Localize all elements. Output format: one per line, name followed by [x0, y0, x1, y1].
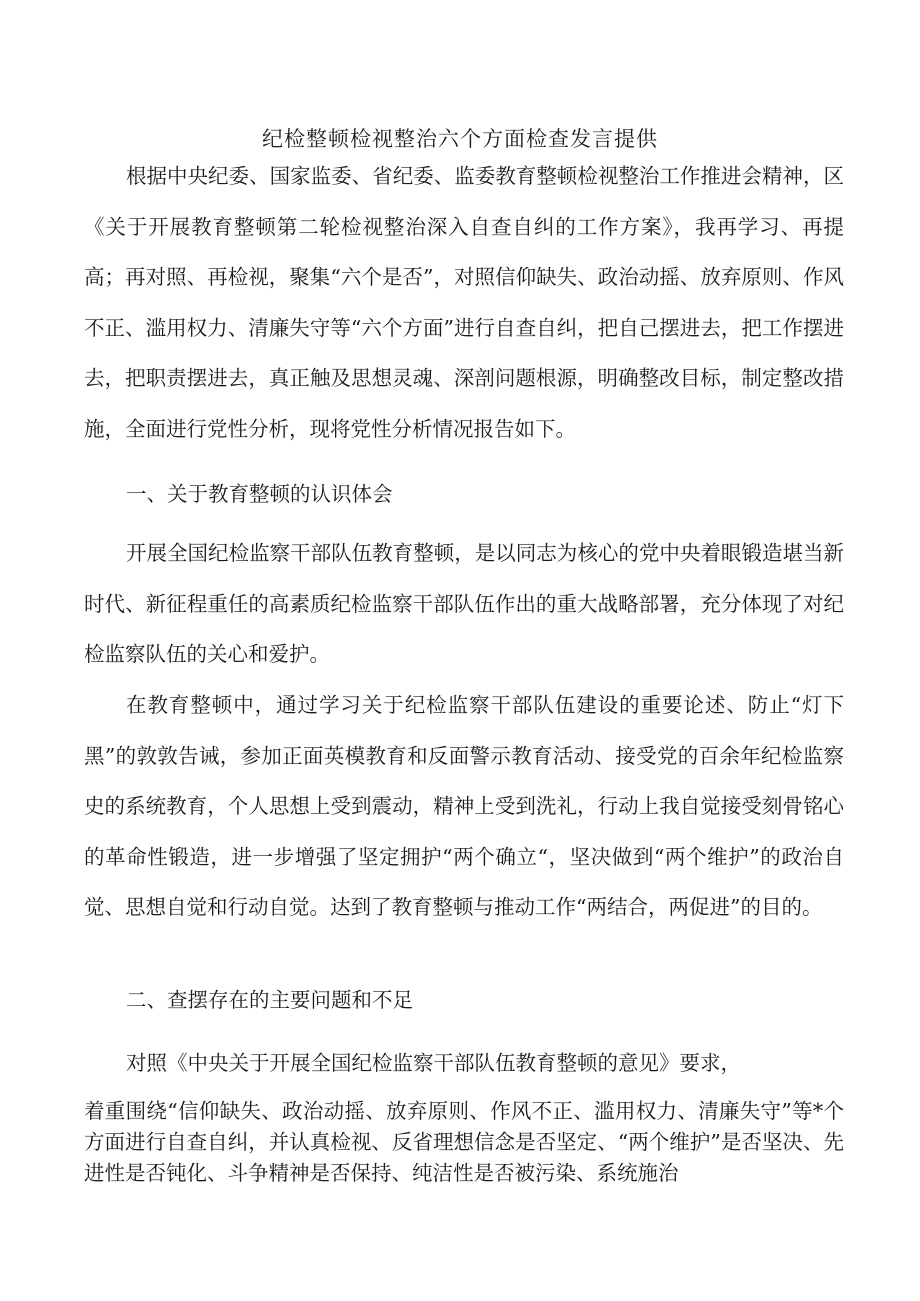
- section1-paragraph-1: 开展全国纪检监察干部队伍教育整顿，是以同志为核心的党中央着眼锻造堪当新时代、新征程重任的高素质纪检监察干部队伍作出的重大战略部署，充分体现了对纪检监察队伍的关心和爱护。: [84, 541, 844, 666]
- section2-heading: 二、查摆存在的主要问题和不足: [126, 988, 413, 1012]
- section2-paragraph-1: 对照《中央关于开展全国纪检监察干部队伍教育整顿的意见》要求，: [126, 1051, 741, 1075]
- intro-paragraph: 根据中央纪委、国家监委、省纪委、监委教育整顿检视整治工作推进会精神，区《关于开展教育整顿第二轮检视整治深入自查自纠的工作方案》，我再学习、再提高；再对照、再检视，聚集“六个是否”，对照信仰缺失、政治动摇、放弃原则、作风不正、滥用权力、清廉失守等“六个方面”进行自查自纠，把自己摆进去，把工作摆进去，把职责摆进去，真正触及思想灵魂、深剖问题根源，明确整改目标，制定整改措施，全面进行党性分析，现将党性分析情况报告如下。: [84, 164, 844, 441]
- section1-paragraph-2: 在教育整顿中，通过学习关于纪检监察干部队伍建设的重要论述、防止“灯下黑”的敦敦告诫，参加正面英模教育和反面警示教育活动、接受党的百余年纪检监察史的系统教育，个人思想上受到震动，精神上受到洗礼，行动上我自觉接受刻骨铭心的革命性锻造，进一步增强了坚定拥护“两个确立“，坚决做到“两个维护”的政治自觉、思想自觉和行动自觉。达到了教育整顿与推动工作“两结合，两促进”的目的。: [84, 693, 844, 919]
- document-title: 纪检整顿检视整治六个方面检查发言提供: [262, 127, 658, 151]
- section1-heading: 一、关于教育整顿的认识体会: [126, 482, 393, 506]
- section2-paragraph-2: 着重围绕“信仰缺失、政治动摇、放弃原则、作风不正、滥用权力、清廉失守”等*个方面进行自查自纠，并认真检视、反省理想信念是否坚定、“两个维护”是否坚决、先进性是否钝化、斗争精神是否保持、纯洁性是否被污染、系统施治: [84, 1099, 844, 1185]
